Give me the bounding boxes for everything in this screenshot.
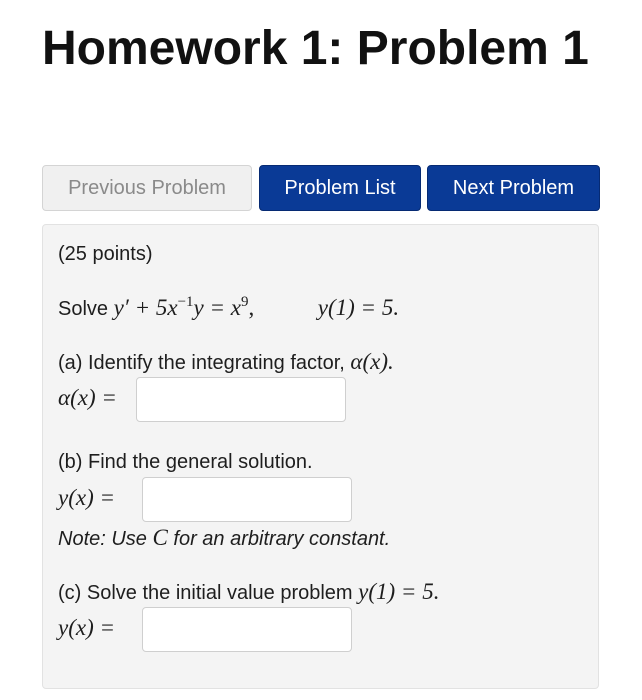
- note-variable: C: [152, 525, 168, 550]
- page-title: Homework 1: Problem 1: [42, 22, 589, 75]
- part-c-prompt: [58, 579, 439, 605]
- equation-exponent-2: 9: [240, 294, 249, 310]
- part-b-label: y(x) =: [58, 485, 116, 510]
- equation-exponent-1: −1: [177, 294, 194, 310]
- part-a-answer-input[interactable]: [136, 377, 346, 422]
- problem-panel: [42, 224, 599, 689]
- solve-prefix: Solve: [58, 298, 109, 320]
- equation-comma: ,: [248, 295, 255, 320]
- part-c-prompt-text: (c) Solve the initial value problem: [58, 582, 353, 604]
- problem-list-button[interactable]: Problem List: [259, 165, 421, 211]
- points-label: (25 points): [58, 243, 153, 265]
- part-b-prompt: (b) Find the general solution.: [58, 451, 313, 473]
- problem-statement: [58, 295, 399, 321]
- differential-equation: [114, 295, 255, 320]
- part-b-answer-input[interactable]: [142, 477, 352, 522]
- part-a-prompt-math: α(x).: [350, 349, 394, 374]
- equation-lhs: y′ + 5x: [113, 295, 178, 320]
- part-c-label: y(x) =: [58, 615, 116, 640]
- part-a-label: α(x) =: [58, 385, 117, 410]
- part-b-note: [58, 525, 390, 551]
- part-a-prompt: [58, 349, 394, 375]
- part-c-answer-input[interactable]: [142, 607, 352, 652]
- next-problem-button[interactable]: Next Problem: [427, 165, 600, 211]
- note-prefix: Note: Use: [58, 528, 147, 550]
- initial-condition: y(1) = 5.: [317, 295, 400, 320]
- part-a-prompt-text: (a) Identify the integrating factor,: [58, 352, 345, 374]
- equation-mid: y = x: [193, 295, 241, 320]
- previous-problem-button[interactable]: Previous Problem: [42, 165, 252, 211]
- note-suffix: for an arbitrary constant.: [173, 528, 391, 550]
- part-c-prompt-math: y(1) = 5.: [358, 579, 440, 604]
